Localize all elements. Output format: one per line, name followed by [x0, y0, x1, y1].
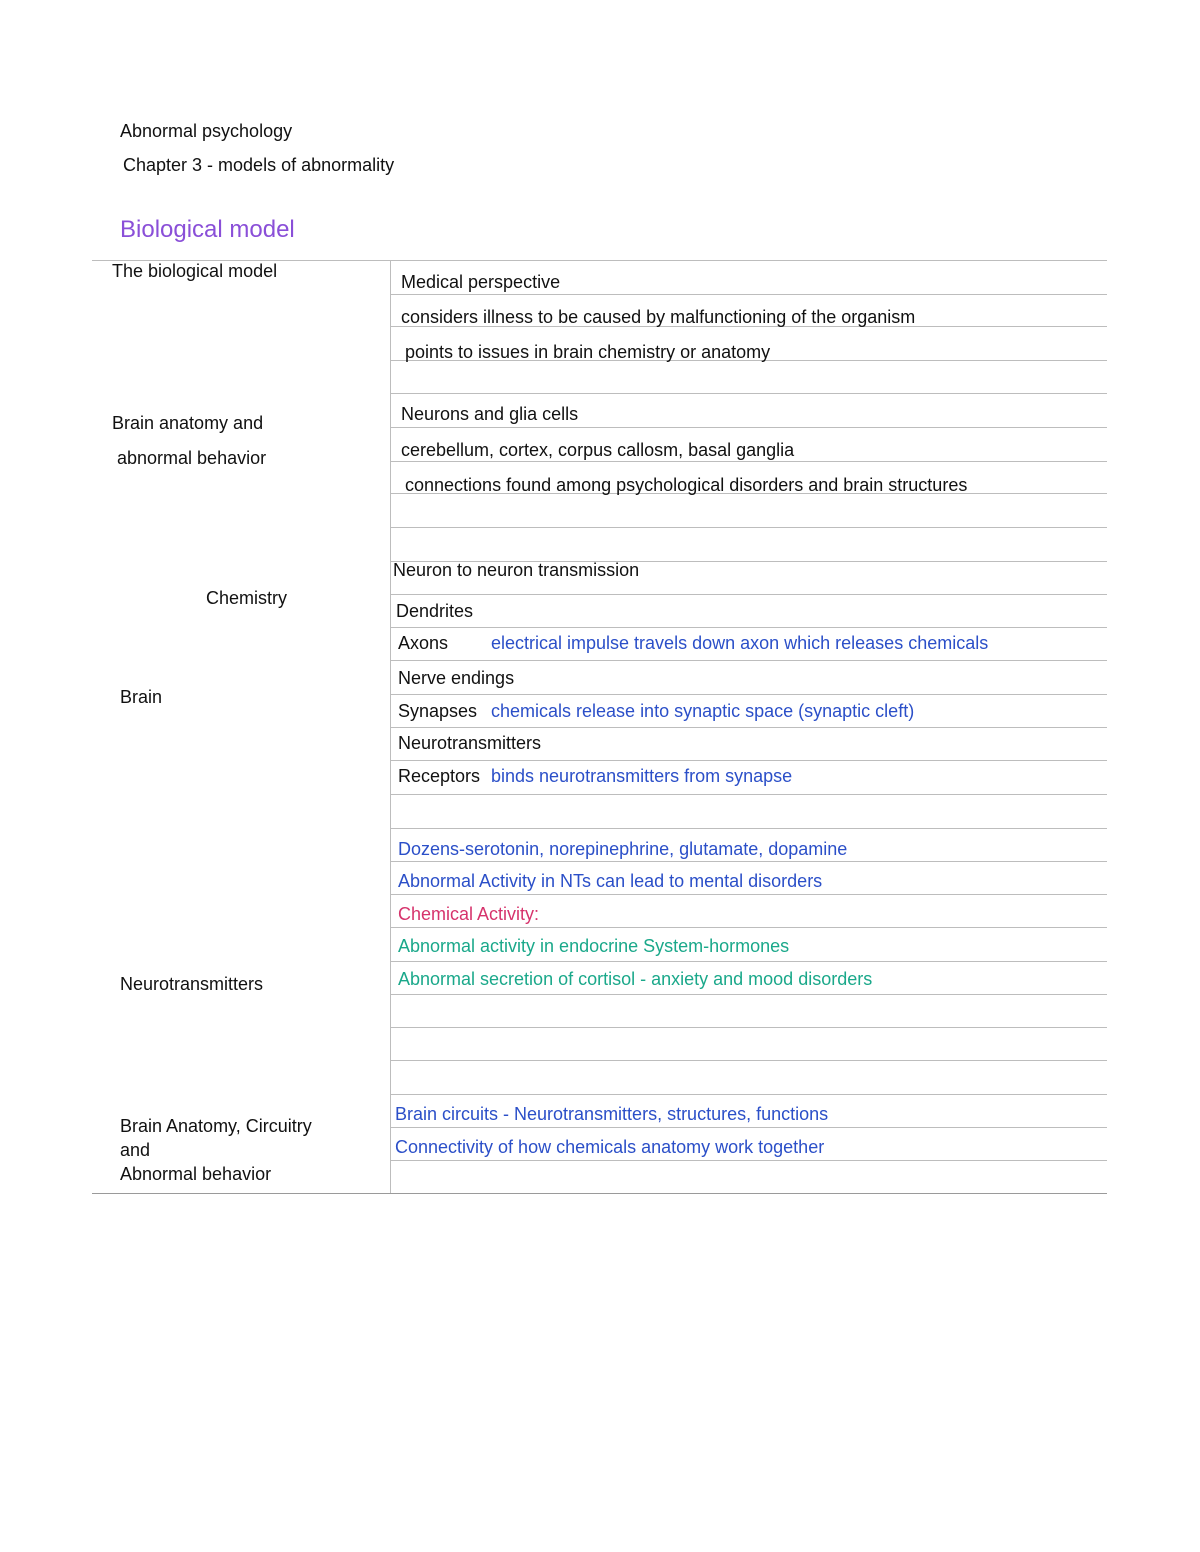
document-subtitle: Chapter 3 - models of abnormality	[123, 155, 395, 175]
cell-connectivity: Connectivity of how chemicals anatomy work together	[395, 1137, 825, 1157]
label-brain-anatomy-line1: Brain anatomy and	[112, 413, 264, 433]
cell-axons-term: Axons	[398, 633, 449, 653]
cell-dozens: Dozens-serotonin, norepinephrine, glutamate, dopamine	[398, 839, 848, 859]
cell-endocrine: Abnormal activity in endocrine System-hormones	[398, 936, 790, 956]
cell-abnormal-nts: Abnormal Activity in NTs can lead to mental disorders	[398, 871, 823, 891]
cell-axons-note: electrical impulse travels down axon which releases chemicals	[491, 633, 989, 653]
cell-synapses-note: chemicals release into synaptic space (synaptic cleft)	[491, 701, 915, 721]
label-circuitry-line3: Abnormal behavior	[120, 1164, 272, 1184]
cell-neurons-glia: Neurons and glia cells	[401, 404, 579, 424]
cell-chemical-activity: Chemical Activity:	[398, 904, 540, 924]
row-divider	[391, 1027, 1107, 1028]
cell-nerve-endings: Nerve endings	[398, 668, 515, 688]
label-biological-model: The biological model	[112, 261, 278, 281]
row-divider	[391, 1094, 1107, 1095]
document-title: Abnormal psychology	[120, 121, 293, 141]
cell-brain-circuits: Brain circuits - Neurotransmitters, structures, functions	[395, 1104, 829, 1124]
row-divider	[391, 961, 1107, 962]
label-neurotransmitters: Neurotransmitters	[120, 974, 264, 994]
cell-medical-perspective: Medical perspective	[401, 272, 561, 292]
row-divider	[391, 760, 1107, 761]
label-brain-anatomy-line2: abnormal behavior	[117, 448, 267, 468]
table-bottom-border	[92, 1193, 1107, 1194]
row-divider	[391, 627, 1107, 628]
cell-points-to-issues: points to issues in brain chemistry or anatomy	[405, 342, 771, 362]
row-divider	[391, 1127, 1107, 1128]
cell-brain-parts: cerebellum, cortex, corpus callosm, basal ganglia	[401, 440, 795, 460]
row-divider	[391, 527, 1107, 528]
label-circuitry-line2: and	[120, 1140, 151, 1160]
row-divider	[391, 828, 1107, 829]
row-divider	[391, 727, 1107, 728]
label-circuitry-line1: Brain Anatomy, Circuitry	[120, 1116, 312, 1136]
row-divider	[391, 894, 1107, 895]
row-divider	[391, 427, 1107, 428]
cell-neuron-transmission: Neuron to neuron transmission	[393, 560, 640, 580]
cell-cortisol: Abnormal secretion of cortisol - anxiety and mood disorders	[398, 969, 873, 989]
cell-dendrites: Dendrites	[396, 601, 474, 621]
label-chemistry: Chemistry	[206, 588, 288, 608]
cell-receptors-term: Receptors	[398, 766, 481, 786]
cell-considers-illness: considers illness to be caused by malfunctioning of the organism	[401, 307, 916, 327]
row-divider	[391, 660, 1107, 661]
row-divider	[391, 393, 1107, 394]
row-divider	[391, 794, 1107, 795]
row-divider	[391, 294, 1107, 295]
cell-synapses-term: Synapses	[398, 701, 478, 721]
section-heading: Biological model	[120, 216, 295, 243]
row-divider	[391, 861, 1107, 862]
row-divider	[391, 694, 1107, 695]
cell-receptors-note: binds neurotransmitters from synapse	[491, 766, 793, 786]
row-divider	[391, 927, 1107, 928]
row-divider	[391, 994, 1107, 995]
label-brain: Brain	[120, 687, 163, 707]
row-divider	[391, 461, 1107, 462]
row-divider	[391, 594, 1107, 595]
row-divider	[391, 1160, 1107, 1161]
cell-connections-found: connections found among psychological disorders and brain structures	[405, 475, 968, 495]
cell-neurotransmitters: Neurotransmitters	[398, 733, 542, 753]
row-divider	[391, 1060, 1107, 1061]
